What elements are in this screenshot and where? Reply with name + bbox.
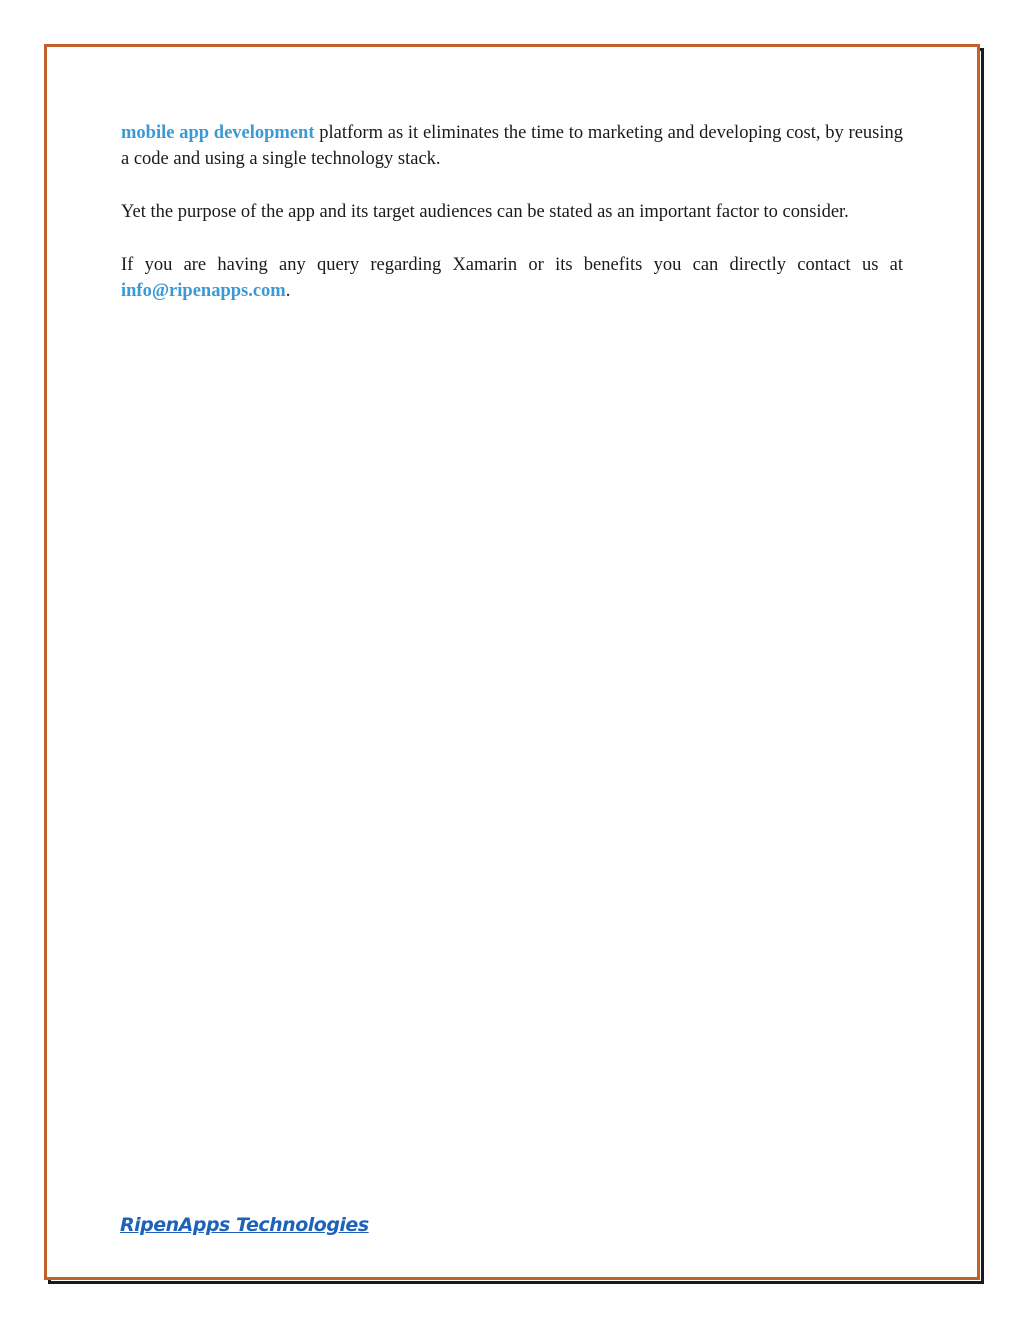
mobile-app-development-link[interactable]: mobile app development <box>121 123 315 143</box>
paragraph-3-end: . <box>285 281 291 301</box>
paragraph-1-text: platform as it eliminates the time to marketing and developing cost, by reusing a code and using a single technology stack. <box>121 123 904 169</box>
paragraph-3 <box>121 252 903 304</box>
paragraph-3-text: If you are having any query regarding Xamarin or its benefits you can directly contact us at <box>121 255 903 275</box>
paragraph-2 <box>121 199 903 225</box>
email-link[interactable]: info@ripenapps.com <box>121 281 286 301</box>
document-body <box>121 120 903 331</box>
paragraph-1 <box>121 120 903 172</box>
footer-company-name[interactable]: RipenApps Technologies <box>120 1214 369 1236</box>
paragraph-2-text: Yet the purpose of the app and its target audiences can be stated as an important factor to consider. <box>121 202 849 222</box>
